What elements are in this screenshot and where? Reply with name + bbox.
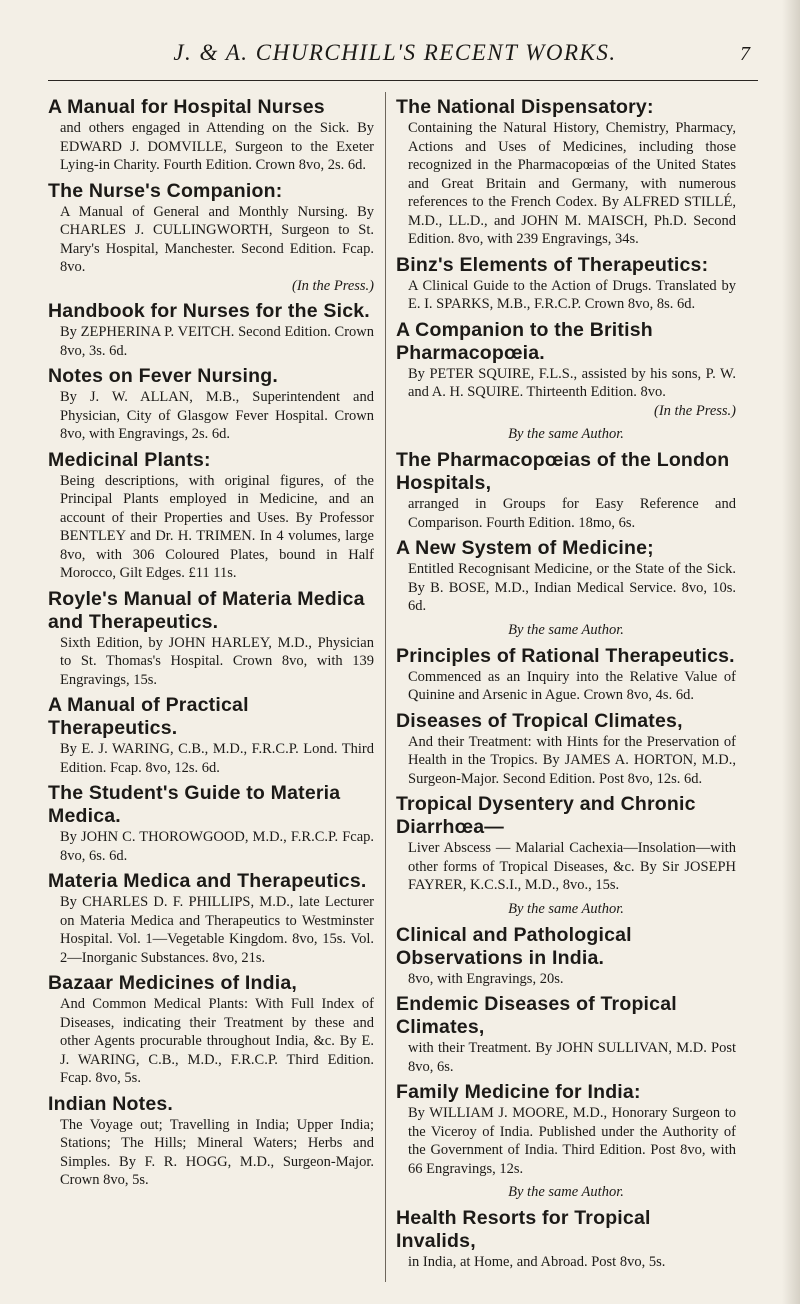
press-note: (In the Press.) bbox=[291, 277, 374, 294]
book-entry bbox=[48, 180, 374, 296]
book-description bbox=[396, 1253, 736, 1272]
by-same-author-note: By the same Author. bbox=[508, 900, 624, 917]
book-title: Royle's Manual of Materia Medica and Therapeutics. bbox=[48, 587, 365, 633]
book-entry bbox=[48, 972, 374, 1088]
book-description bbox=[396, 365, 736, 421]
header-rule bbox=[48, 80, 758, 81]
book-title: Principles of Rational Therapeutics. bbox=[396, 644, 735, 667]
book-description bbox=[48, 740, 374, 777]
book-entry bbox=[48, 588, 374, 690]
book-entry bbox=[48, 96, 374, 175]
book-description-text: The Voyage out; Travelling in India; Upper India; Stations; The Hills; Mineral Waters; Herbs and Simples. By F. R. HOGG, M.D., Surgeon-Major. Crown 8vo, 5s. bbox=[60, 1116, 374, 1188]
book-title: A New System of Medicine; bbox=[396, 537, 654, 559]
book-description bbox=[48, 119, 374, 175]
running-header bbox=[60, 40, 750, 66]
book-description-text: Containing the Natural History, Chemistry, Pharmacy, Actions and Uses of Medicines, including those recognized in the Pharmacopœias of the United States and Great Britain and Germany, with numerous references to the French Codex. By ALFRED STILLÉ, M.D., LL.D., and JOHN M. MAISCH, Ph.D. Second Edition. 8vo, with 239 Engravings, 34s. bbox=[408, 120, 736, 247]
book-description bbox=[396, 1039, 736, 1076]
book-description bbox=[396, 560, 736, 616]
book-description bbox=[396, 733, 736, 789]
book-description bbox=[48, 1116, 374, 1190]
book-description-text: Liver Abscess — Malarial Cachexia—Insolation—with other forms of Tropical Diseases, &c. By Sir JOSEPH FAYRER, K.C.S.I., M.D., 8vo., 15s. bbox=[408, 840, 736, 893]
book-description-text: arranged in Groups for Easy Reference and Comparison. Fourth Edition. 18mo, 6s. bbox=[408, 496, 736, 531]
book-entry bbox=[48, 694, 374, 777]
book-description-text: By PETER SQUIRE, F.L.S., assisted by his sons, P. W. and A. H. SQUIRE. Thirteenth Edition. 8vo. bbox=[408, 365, 736, 400]
book-entry bbox=[48, 870, 374, 967]
book-description bbox=[48, 472, 374, 583]
left-column bbox=[48, 96, 374, 1195]
book-entry bbox=[396, 924, 736, 989]
book-description bbox=[48, 388, 374, 444]
book-title: Notes on Fever Nursing. bbox=[48, 365, 278, 387]
book-description bbox=[48, 323, 374, 360]
book-entry bbox=[396, 710, 736, 789]
book-description bbox=[396, 1104, 736, 1178]
book-description bbox=[396, 668, 736, 705]
book-description-text: By CHARLES D. F. PHILLIPS, M.D., late Lecturer on Materia Medica and Therapeutics to Westminster Hospital. Vol. 1—Vegetable Kingdom. 8vo, 15s. Vol. 2—Inorganic Substances. 8vo, 21s. bbox=[60, 894, 374, 966]
book-description bbox=[48, 893, 374, 967]
book-title: Tropical Dysentery and Chronic Diarrhœa— bbox=[396, 793, 696, 838]
book-title: A Manual for Hospital Nurses bbox=[48, 96, 325, 118]
book-entry bbox=[396, 449, 736, 532]
book-title: Clinical and Pathological Observations in India. bbox=[396, 923, 632, 969]
book-entry bbox=[396, 793, 736, 895]
book-description-text: Commenced as an Inquiry into the Relative Value of Quinine and Arsenic in Ague. Crown 8vo, 4s. 6d. bbox=[408, 668, 736, 703]
header-title: J. & A. CHURCHILL'S RECENT WORKS. bbox=[173, 40, 617, 65]
book-title: Family Medicine for India: bbox=[396, 1081, 641, 1103]
book-entry bbox=[396, 96, 736, 249]
book-description-text: Sixth Edition, by JOHN HARLEY, M.D., Physician to St. Thomas's Hospital. Crown 8vo, with 139 Engravings, 15s. bbox=[60, 634, 374, 688]
column-divider bbox=[385, 92, 386, 1282]
book-title: A Manual of Practical Therapeutics. bbox=[48, 694, 249, 739]
book-title: Handbook for Nurses for the Sick. bbox=[48, 300, 370, 322]
book-title: Health Resorts for Tropical Invalids, bbox=[396, 1207, 651, 1252]
book-entry bbox=[48, 300, 374, 360]
book-description bbox=[396, 495, 736, 532]
book-title: Medicinal Plants: bbox=[48, 448, 211, 471]
book-title: Endemic Diseases of Tropical Climates, bbox=[396, 993, 677, 1038]
book-description-text: And Common Medical Plants: With Full Index of Diseases, indicating their Treatment by these and other Agents procurable throughout India, &c. By E. J. WARING, C.B., M.D., F.R.C.P. Third Edition. Fcap. 8vo, 5s. bbox=[60, 996, 374, 1086]
book-description-text: A Manual of General and Monthly Nursing. By CHARLES J. CULLINGWORTH, Surgeon to St. Mary's Hospital, Manchester. Second Edition. Fcap. 8vo. bbox=[60, 203, 374, 275]
book-description-text: and others engaged in Attending on the Sick. By EDWARD J. DOMVILLE, Surgeon to the Exeter Lying-in Charity. Fourth Edition. Crown 8vo, 2s. 6d. bbox=[60, 120, 374, 173]
book-title: Indian Notes. bbox=[48, 1092, 174, 1115]
book-description bbox=[396, 970, 736, 989]
book-entry bbox=[396, 993, 736, 1076]
book-description-text: By ZEPHERINA P. VEITCH. Second Edition. Crown 8vo, 3s. 6d. bbox=[60, 324, 374, 359]
by-same-author-note: By the same Author. bbox=[508, 1184, 624, 1200]
book-entry bbox=[396, 1081, 736, 1178]
press-note: (In the Press.) bbox=[653, 402, 736, 419]
book-title: The Nurse's Companion: bbox=[48, 179, 283, 202]
book-title: The Student's Guide to Materia Medica. bbox=[48, 782, 341, 827]
book-description-text: in India, at Home, and Abroad. Post 8vo, 5s. bbox=[408, 1254, 666, 1270]
book-title: A Companion to the British Pharmacopœia. bbox=[396, 318, 653, 364]
page-number: 7 bbox=[740, 43, 750, 65]
book-entry bbox=[48, 1093, 374, 1190]
book-title: The Pharmacopœias of the London Hospitals, bbox=[396, 449, 730, 494]
book-description-text: By E. J. WARING, C.B., M.D., F.R.C.P. Lond. Third Edition. Fcap. 8vo, 12s. 6d. bbox=[60, 741, 374, 776]
book-description-text: By JOHN C. THOROWGOOD, M.D., F.R.C.P. Fcap. 8vo, 6s. 6d. bbox=[60, 829, 374, 864]
book-entry bbox=[396, 254, 736, 314]
book-title: Materia Medica and Therapeutics. bbox=[48, 870, 367, 892]
book-description bbox=[396, 277, 736, 314]
book-description-text: By J. W. ALLAN, M.B., Superintendent and Physician, City of Glasgow Fever Hospital. Crown 8vo, with Engravings, 2s. 6d. bbox=[60, 389, 374, 442]
book-title: The National Dispensatory: bbox=[396, 96, 654, 118]
by-same-author-note: By the same Author. bbox=[508, 621, 624, 638]
book-description-text: Entitled Recognisant Medicine, or the State of the Sick. By B. BOSE, M.D., Indian Medical Service. 8vo, 10s. 6d. bbox=[408, 561, 736, 614]
book-description-text: Being descriptions, with original figures, of the Principal Plants employed in Medicine, and an account of their Properties and Uses. By Professor BENTLEY and Dr. H. TRIMEN. In 4 volumes, large 8vo, with 306 Coloured Plates, bound in Half Morocco, Gilt Edges. £11 11s. bbox=[60, 472, 374, 581]
book-description bbox=[396, 839, 736, 895]
book-description-text: with their Treatment. By JOHN SULLIVAN, M.D. Post 8vo, 6s. bbox=[408, 1040, 736, 1075]
book-description bbox=[48, 995, 374, 1088]
book-description bbox=[48, 203, 374, 296]
book-title: Bazaar Medicines of India, bbox=[48, 972, 298, 994]
book-description-text: By WILLIAM J. MOORE, M.D., Honorary Surgeon to the Viceroy of India. Published under the Authority of the Government of India. Third Edition. Post 8vo, with 66 Engravings, 12s. bbox=[408, 1105, 736, 1177]
book-description bbox=[48, 634, 374, 690]
book-entry bbox=[396, 537, 736, 616]
right-column bbox=[396, 96, 736, 1277]
book-description-text: And their Treatment: with Hints for the Preservation of Health in the Tropics. By JAMES A. HORTON, M.D., Surgeon-Major. Second Edition. Post 8vo, 12s. 6d. bbox=[408, 733, 736, 787]
book-description bbox=[48, 828, 374, 865]
book-entry bbox=[48, 449, 374, 583]
book-description bbox=[396, 119, 736, 249]
by-same-author-note: By the same Author. bbox=[508, 426, 624, 442]
book-entry bbox=[396, 319, 736, 421]
book-entry bbox=[396, 1207, 736, 1272]
book-description-text: 8vo, with Engravings, 20s. bbox=[408, 970, 564, 987]
book-title: Binz's Elements of Therapeutics: bbox=[396, 253, 709, 276]
book-description-text: A Clinical Guide to the Action of Drugs. Translated by E. I. SPARKS, M.B., F.R.C.P. Crown 8vo, 8s. 6d. bbox=[408, 277, 736, 312]
page-edge-shadow bbox=[782, 0, 800, 1304]
book-entry bbox=[48, 782, 374, 865]
book-entry bbox=[48, 365, 374, 444]
book-title: Diseases of Tropical Climates, bbox=[396, 709, 683, 732]
book-entry bbox=[396, 645, 736, 705]
